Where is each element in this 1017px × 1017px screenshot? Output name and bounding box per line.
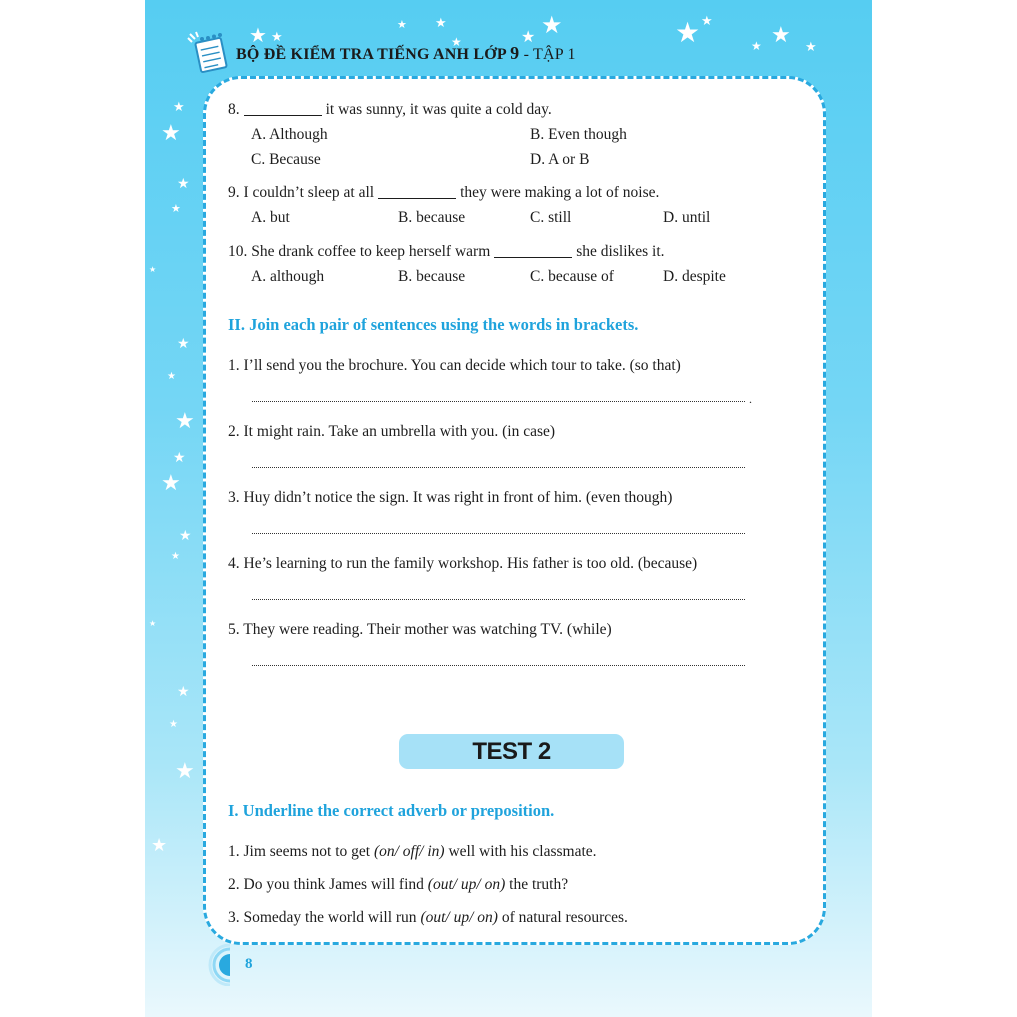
option: D. despite <box>663 268 726 285</box>
book-volume: TẬP 1 <box>533 46 576 63</box>
star-icon: ★ <box>177 685 190 700</box>
title-separator: - <box>519 46 534 63</box>
sentence-item: 5. They were reading. Their mother was watching TV. (while) <box>228 621 612 638</box>
star-icon: ★ <box>521 29 536 46</box>
question-suffix: she dislikes it. <box>576 243 665 260</box>
star-icon: ★ <box>151 835 168 855</box>
preposition-item <box>228 909 628 927</box>
item-choices: (out/ up/ on) <box>420 909 498 926</box>
sentence-item: 1. I’ll send you the brochure. You can decide which tour to take. (so that) <box>228 357 681 374</box>
question-prefix: 9. I couldn’t sleep at all <box>228 184 375 201</box>
option: D. until <box>663 209 711 226</box>
star-icon: ★ <box>541 13 563 39</box>
test-2-label: TEST 2 <box>472 738 551 765</box>
option: B. because <box>398 268 466 285</box>
star-icon: ★ <box>149 619 157 628</box>
answer-line <box>252 467 745 468</box>
star-icon: ★ <box>249 25 267 47</box>
answer-line <box>252 665 745 666</box>
question-suffix: it was sunny, it was quite a cold day. <box>325 101 552 118</box>
item-choices: (on/ off/ in) <box>373 843 445 860</box>
star-icon: ★ <box>805 39 817 54</box>
star-icon: ★ <box>167 371 176 382</box>
item-text: well with his classmate. <box>444 843 597 860</box>
answer-blank <box>244 115 322 116</box>
star-icon: ★ <box>397 19 407 31</box>
page-number: 8 <box>245 956 253 972</box>
answer-blank <box>378 198 456 199</box>
star-icon: ★ <box>675 18 701 49</box>
star-icon: ★ <box>161 470 181 495</box>
question-suffix: they were making a lot of noise. <box>460 184 660 201</box>
star-icon: ★ <box>175 758 195 783</box>
answer-blank <box>494 257 572 258</box>
star-icon: ★ <box>173 451 186 466</box>
star-icon: ★ <box>171 551 180 562</box>
answer-line <box>252 599 745 600</box>
star-icon: ★ <box>171 203 181 215</box>
book-title-prefix: BỘ ĐỀ KIỂM TRA TIẾNG ANH LỚP <box>236 46 506 63</box>
item-text: 1. Jim seems not to get <box>228 843 374 860</box>
item-text: of natural resources. <box>497 909 628 926</box>
star-icon: ★ <box>177 337 190 352</box>
sentence-item: 4. He’s learning to run the family workshop. His father is too old. (because) <box>228 555 698 572</box>
star-icon: ★ <box>435 15 447 30</box>
star-icon: ★ <box>169 719 178 730</box>
question-10 <box>228 243 665 261</box>
item-text: 3. Someday the world will run <box>228 909 421 926</box>
book-title <box>236 43 576 64</box>
test-2-heading <box>399 734 624 769</box>
option: A. but <box>251 209 290 226</box>
section-2-title: II. Join each pair of sentences using the words in brackets. <box>228 315 639 334</box>
answer-line <box>252 533 745 534</box>
star-icon: ★ <box>175 408 195 433</box>
option: D. A or B <box>530 151 590 168</box>
item-text: 2. Do you think James will find <box>228 876 428 893</box>
test-2-section-title: I. Underline the correct adverb or preposition. <box>228 801 555 820</box>
star-icon: ★ <box>179 529 192 544</box>
answer-line <box>252 401 745 402</box>
option: C. Because <box>251 151 321 168</box>
option: C. because of <box>530 268 614 285</box>
option: C. still <box>530 209 572 226</box>
sentence-item: 3. Huy didn’t notice the sign. It was right in front of him. (even though) <box>228 489 673 506</box>
page-number-ornament <box>206 944 246 986</box>
question-8 <box>228 101 552 119</box>
option: A. Although <box>251 126 328 143</box>
star-icon: ★ <box>149 265 157 274</box>
star-icon: ★ <box>177 177 190 192</box>
preposition-item <box>228 876 568 894</box>
star-icon: ★ <box>173 99 185 114</box>
star-icon: ★ <box>701 13 713 28</box>
item-text: the truth? <box>505 876 569 893</box>
question-prefix: 8. <box>228 101 240 118</box>
star-icon: ★ <box>161 120 181 145</box>
book-grade: 9 <box>510 43 520 63</box>
option: B. Even though <box>530 126 627 143</box>
preposition-item <box>228 843 597 861</box>
star-icon: ★ <box>771 22 791 47</box>
option: A. although <box>251 268 325 285</box>
sentence-item: 2. It might rain. Take an umbrella with you. (in case) <box>228 423 556 440</box>
star-icon: ★ <box>271 29 283 44</box>
question-9 <box>228 184 659 202</box>
question-prefix: 10. She drank coffee to keep herself warm <box>228 243 491 260</box>
option: B. because <box>398 209 466 226</box>
star-icon: ★ <box>751 39 762 53</box>
line-end-mark: . <box>749 392 752 406</box>
notebook-icon <box>186 30 232 74</box>
item-choices: (out/ up/ on) <box>427 876 506 893</box>
star-icon: ★ <box>451 35 462 49</box>
